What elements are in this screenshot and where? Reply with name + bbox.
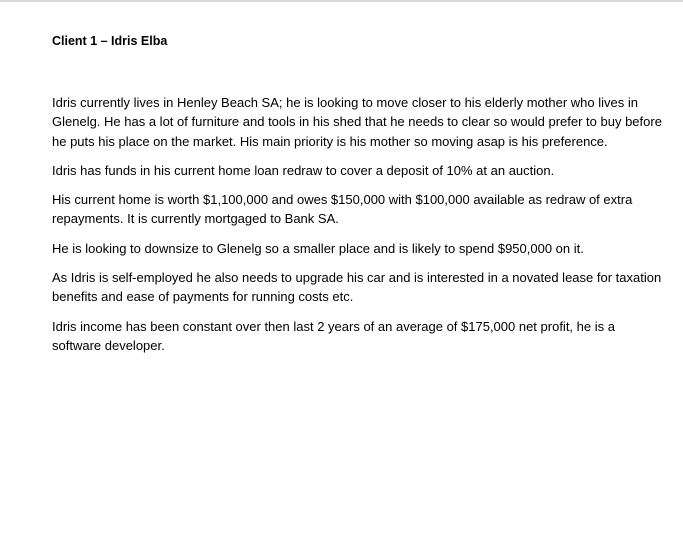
client-heading: Client 1 – Idris Elba — [52, 34, 168, 48]
page-top-border — [0, 0, 683, 2]
document-page — [52, 33, 664, 365]
paragraph-downsize: He is looking to downsize to Glenelg so a smaller place and is likely to spend $950,000 on it. — [52, 240, 584, 256]
paragraph-deposit-funds: Idris has funds in his current home loan redraw to cover a deposit of 10% at an auction. — [52, 162, 555, 178]
paragraph-income: Idris income has been constant over then last 2 years of an average of $175,000 net profit, he is a software developer. — [52, 318, 615, 353]
paragraph-current-home: His current home is worth $1,100,000 and owes $150,000 with $100,000 available as redraw of extra repayments. It is currently mortgaged to Bank SA. — [52, 192, 633, 227]
paragraph-current-situation: Idris currently lives in Henley Beach SA; he is looking to move closer to his elderly mother who lives in Glenelg. He has a lot of furniture and tools in his shed that he needs to clear so would prefer to buy before he puts his place on the market. His main priority is his mother so moving asap is his preference. — [52, 95, 662, 149]
paragraph-novated-lease: As Idris is self-employed he also needs to upgrade his car and is interested in a novated lease for taxation benefits and ease of payments for running costs etc. — [52, 270, 662, 305]
